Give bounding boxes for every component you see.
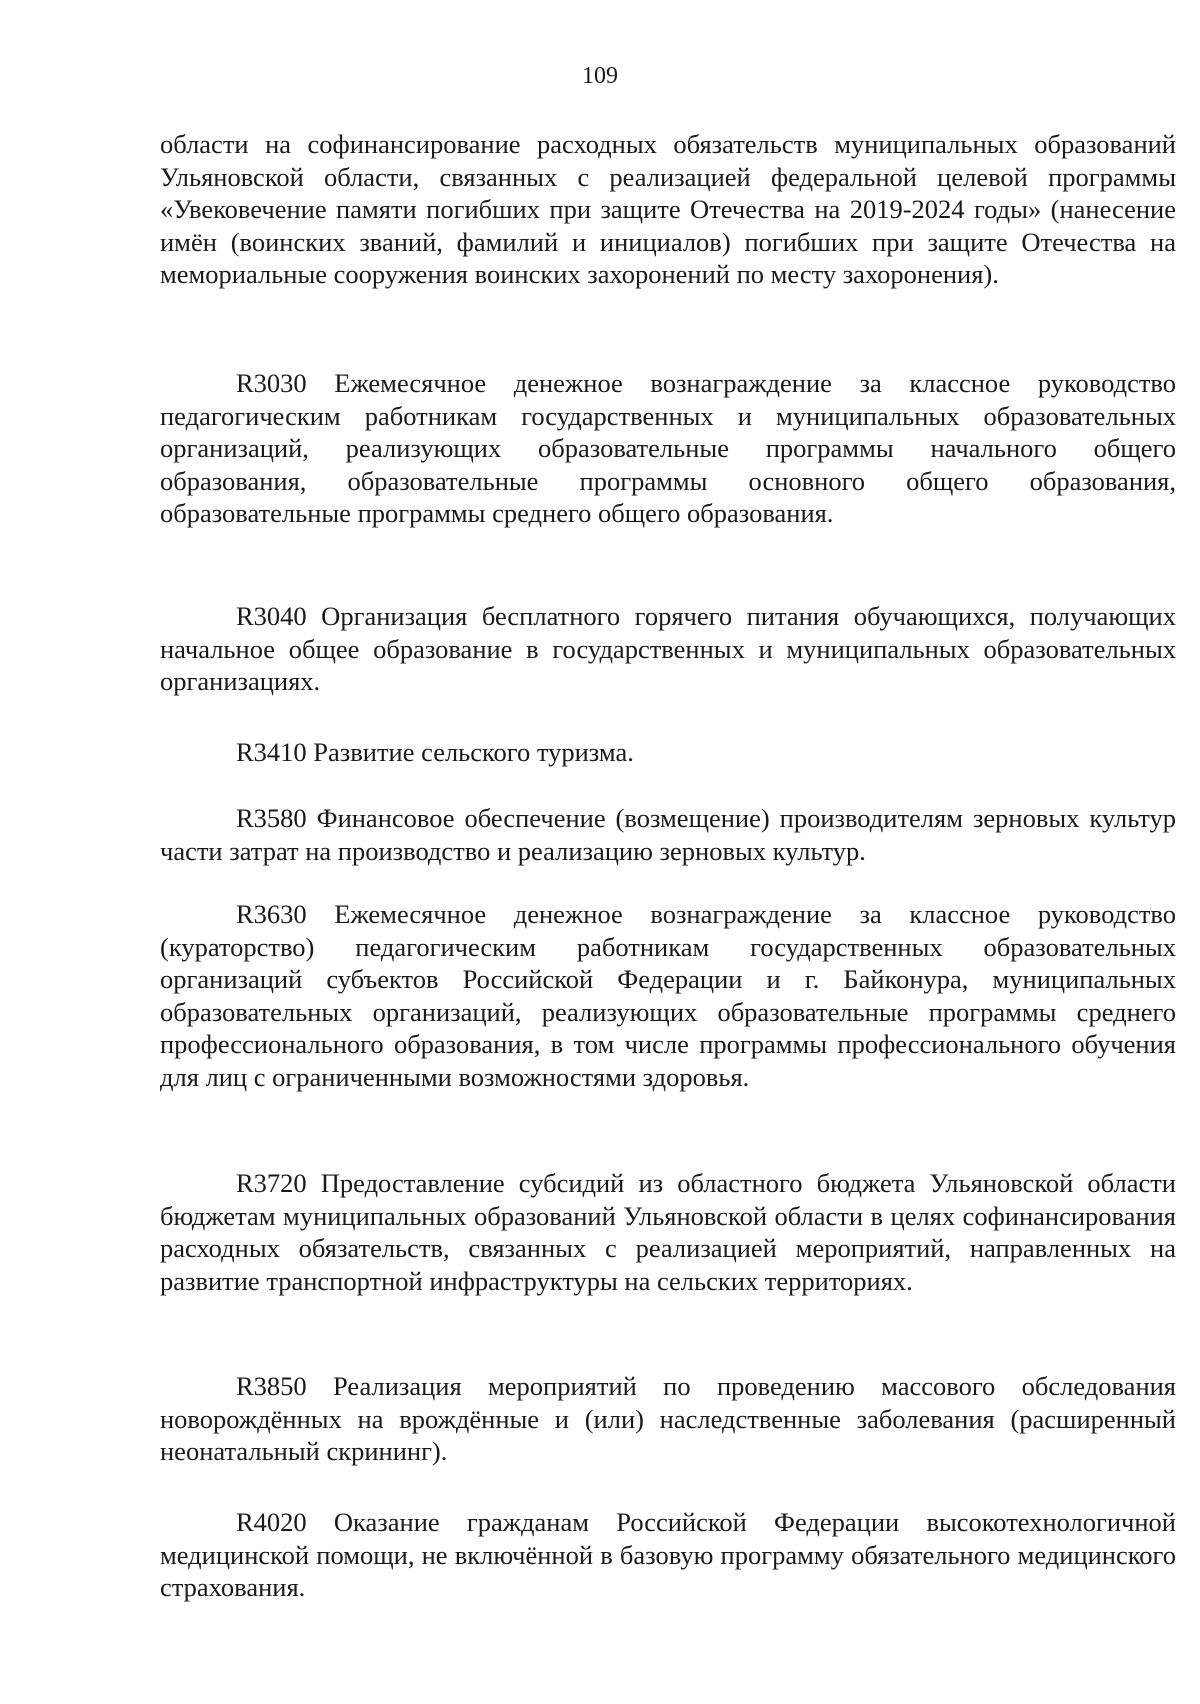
- paragraph-r3850: R3850 Реализация мероприятий по проведению массового обследования новорождённых на врождённые и (или) наследственные заболевания (расширенный неонатальный скрининг).: [160, 1371, 1176, 1466]
- paragraph-r3030: R3030 Ежемесячное денежное вознаграждение за классное руководство педагогическим работникам государственных и муниципальных образовательных организаций, реализующих образовательные программы начального общего образования, образовательные программы основного общего образования, образовательные программы среднего общего образования.: [160, 368, 1176, 528]
- paragraph-r3040: R3040 Организация бесплатного горячего питания обучающихся, получающих начальное общее образование в государственных и муниципальных образовательных организациях.: [160, 601, 1176, 696]
- paragraph-r3580: R3580 Финансовое обеспечение (возмещение) производителям зерновых культур части затрат на производство и реализацию зерновых культур.: [160, 803, 1176, 866]
- paragraph-r3410: R3410 Развитие сельского туризма.: [236, 737, 634, 767]
- page-number: 109: [582, 63, 618, 89]
- paragraph-r3720: R3720 Предоставление субсидий из областного бюджета Ульяновской области бюджетам муниципальных образований Ульяновской области в целях софинансирования расходных обязательств, связанных с реализацией мероприятий, направленных на развитие транспортной инфраструктуры на сельских территориях.: [160, 1168, 1176, 1296]
- paragraph-r4020: R4020 Оказание гражданам Российской Федерации высокотехнологичной медицинской помощи, не включённой в базовую программу обязательного медицинского страхования.: [160, 1507, 1176, 1602]
- paragraph-continuation: области на софинансирование расходных обязательств муниципальных образований Ульяновской области, связанных с реализацией федеральной целевой программы «Увековечение памяти погибших при защите Отечества на 2019-2024 годы» (нанесение имён (воинских званий, фамилий и инициалов) погибших при защите Отечества на мемориальные сооружения воинских захоронений по месту захоронения).: [160, 129, 1176, 289]
- paragraph-r3630: R3630 Ежемесячное денежное вознаграждение за классное руководство (кураторство) педагогическим работникам государственных образовательных организаций субъектов Российской Федерации и г. Байконура, муниципальных образовательных организаций, реализующих образовательные программы среднего профессионального образования, в том числе программы профессионального обучения для лиц с ограниченными возможностями здоровья.: [160, 899, 1176, 1092]
